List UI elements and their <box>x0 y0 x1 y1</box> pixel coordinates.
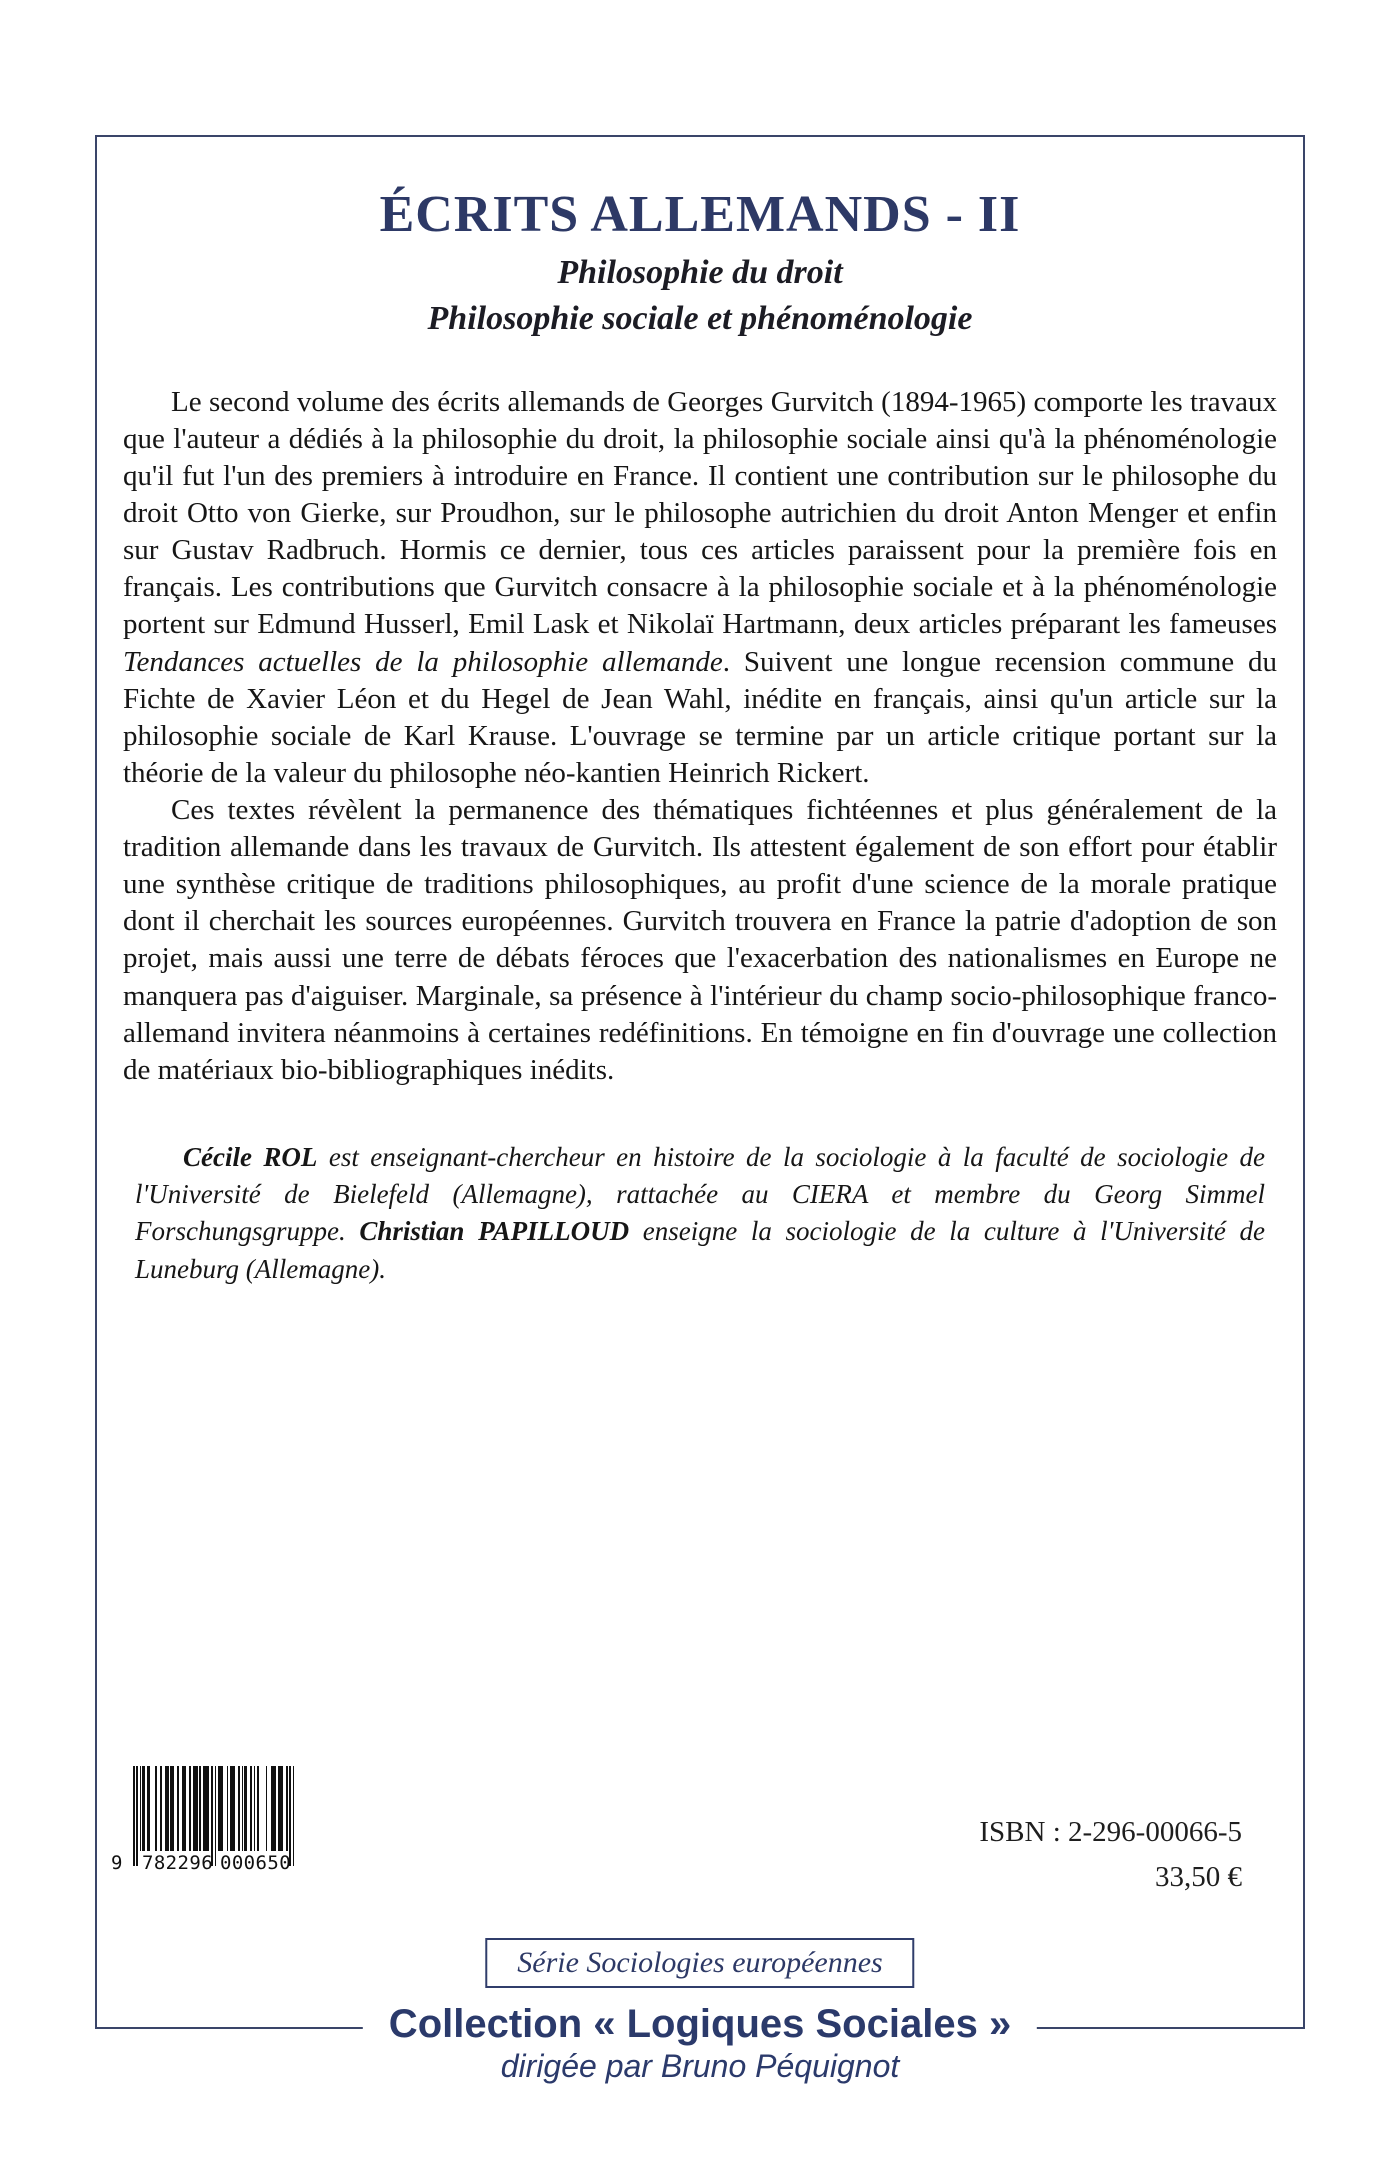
barcode-bar <box>238 1766 240 1851</box>
barcode-bar <box>245 1766 247 1851</box>
barcode-bar <box>177 1766 179 1851</box>
synopsis-p1-text-end: . Suivent une longue recension commune du Fichte de Xavier Léon et du Hegel de Jean Wahl, inédite en français, ainsi qu'un article sur la philosophie sociale de Karl Krause. L'ouvrage se termine par un article critique portant sur la théorie de la valeur du philosophe néo-kantien Heinrich Rickert. <box>123 645 1278 789</box>
barcode-bar <box>172 1766 174 1851</box>
barcode-bar <box>281 1766 283 1851</box>
author2-name: Christian PAPILLOUD <box>359 1216 630 1247</box>
synopsis-paragraph-1 <box>123 384 1277 792</box>
ean-barcode <box>111 1766 295 1878</box>
barcode-bar <box>199 1766 201 1851</box>
barcode-bar <box>221 1766 223 1851</box>
barcode-bar <box>136 1766 138 1866</box>
isbn-label: ISBN : 2-296-00066-5 <box>979 1816 1242 1848</box>
barcode-bar <box>274 1766 276 1851</box>
barcode-bar <box>250 1766 252 1851</box>
authors-note <box>123 1139 1277 1288</box>
synopsis-p1-text: Le second volume des écrits allemands de Georges Gurvitch (1894-1965) comporte les travaux que l'auteur a dédiés à la philosophie du droit, la philosophie sociale ainsi qu'à la phénoménologie qu'il fut l'un des premiers à introduire en France. Il contient une contribution sur le philosophe du droit Otto von Gierke, sur Proudhon, sur le philosophe autrichien du droit Anton Menger et enfin sur Gustav Radbruch. Hormis ce dernier, tous ces articles paraissent pour la première fois en français. Les contributions que Gurvitch consacre à la philosophie sociale et à la phénoménologie portent sur Edmund Husserl, Emil Lask et Nikolaï Hartmann, deux articles préparant les fameuses <box>123 385 1277 641</box>
book-subtitle-line1: Philosophie du droit <box>557 254 843 291</box>
barcode-digits-left: 782296 <box>142 1852 214 1874</box>
barcode-bar <box>289 1766 291 1866</box>
barcode-bar <box>148 1766 150 1851</box>
barcode-bar <box>227 1766 229 1851</box>
synopsis-paragraph-2: Ces textes révèlent la permanence des thématiques fichtéennes et plus généralement de la tradition allemande dans les travaux de Gurvitch. Ils attestent également de son effort pour établir une synthèse critique de traditions philosophiques, au profit d'une science de la morale pratique dont il cherchait les sources européennes. Gurvitch trouvera en France la patrie d'adoption de son projet, mais aussi une terre de débats féroces que l'exacerbation des nationalismes en Europe ne manquera pas d'aiguiser. Marginale, sa présence à l'intérieur du champ socio-philosophique franco-allemand invitera néanmoins à certaines redéfinitions. En témoigne en fin d'ouvrage une collection de matériaux bio-bibliographiques inédits. <box>123 793 1277 1086</box>
barcode-bar <box>254 1766 256 1851</box>
barcode-bar <box>211 1766 213 1866</box>
barcode-bar <box>233 1766 235 1851</box>
barcode-bar <box>266 1766 268 1851</box>
barcode-bar <box>167 1766 169 1851</box>
barcode-bar <box>160 1766 162 1851</box>
series-box: Série Sociologies européennes <box>485 1938 914 1988</box>
isbn-price-block <box>979 1810 1242 1900</box>
collection-director: dirigée par Bruno Péquignot <box>500 2048 900 2084</box>
barcode-bar <box>208 1766 210 1851</box>
price-label: 33,50 € <box>1155 1860 1242 1893</box>
barcode-bar <box>155 1766 157 1851</box>
author1-name: Cécile ROL <box>183 1141 318 1172</box>
barcode-bar <box>293 1766 295 1866</box>
author1-bio: est enseignant-chercheur en histoire de la sociologie à la faculté de sociologie de l'Université de Bielefeld (Allemagne), rattachée au CIERA et membre du Georg Simmel Forschungsgruppe. <box>135 1141 1266 1247</box>
barcode-digits-right: 000650 <box>220 1852 292 1874</box>
barcode-bar <box>189 1766 191 1851</box>
author2-bio: enseigne la sociologie de la culture à l'Université de Luneburg (Allemagne). <box>135 1216 1265 1284</box>
barcode-bar <box>143 1766 145 1851</box>
barcode-bar <box>196 1766 198 1851</box>
book-title: ÉCRITS ALLEMANDS - II <box>379 186 1021 243</box>
cover-border-frame <box>95 135 1305 2029</box>
barcode-digit-first: 9 <box>111 1852 123 1874</box>
barcode-bar <box>184 1766 186 1851</box>
barcode-bar <box>215 1766 217 1866</box>
book-subtitle-line2: Philosophie sociale et phénoménologie <box>427 299 973 337</box>
synopsis-p1-work-title: Tendances actuelles de la philosophie allemande <box>123 645 723 678</box>
barcode-bar <box>257 1766 259 1851</box>
synopsis <box>123 384 1277 1089</box>
authors-note-paragraph <box>135 1139 1265 1288</box>
barcode-bar <box>286 1766 288 1851</box>
barcode-bar <box>133 1766 135 1866</box>
collection-title: Collection « Logiques Sociales » <box>363 2001 1037 2047</box>
